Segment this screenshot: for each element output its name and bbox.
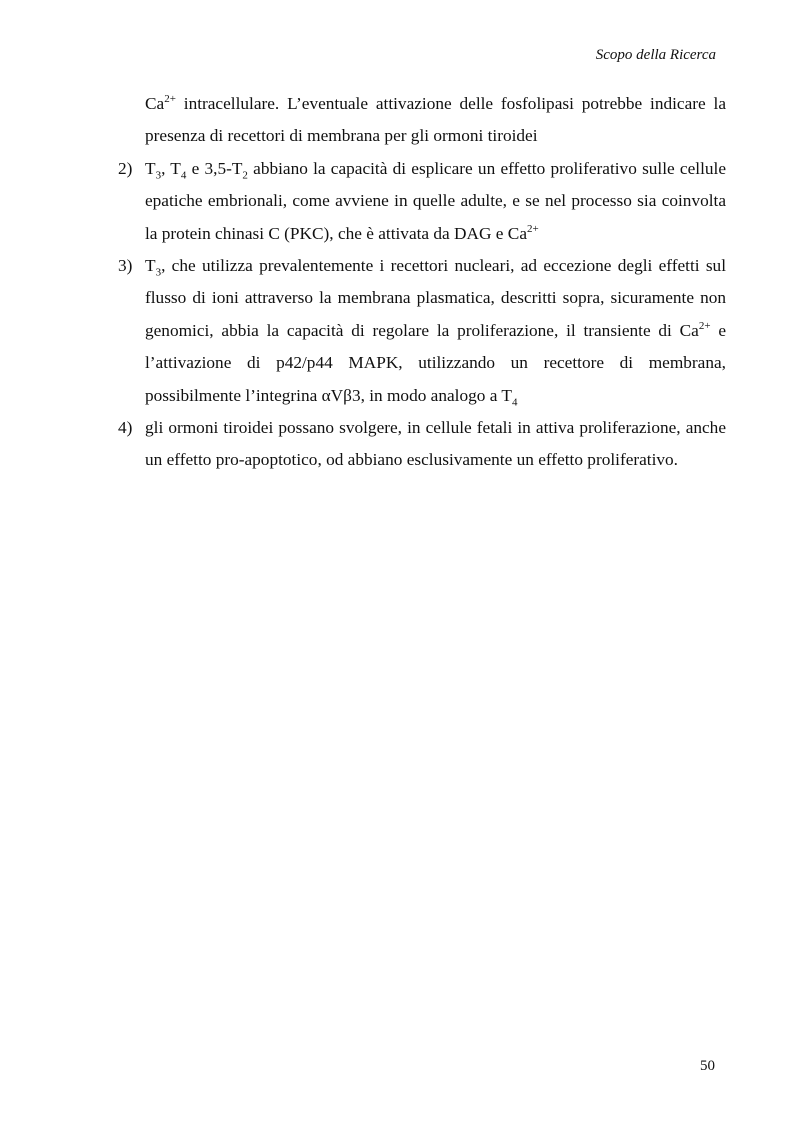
subscript: 4 xyxy=(180,169,187,182)
text-span: e l’attivazione di p42/p44 MAPK, utilizzando un recettore di membrana, possibilmente l’integrina αVβ3, in modo analogo a T xyxy=(145,320,726,405)
list-item xyxy=(118,412,726,477)
superscript: 2+ xyxy=(164,93,176,106)
subscript: 3 xyxy=(155,169,162,182)
superscript: 2+ xyxy=(527,222,539,235)
text-span: T xyxy=(145,158,156,178)
subscript: 4 xyxy=(511,396,518,409)
text-span: gli ormoni tiroidei possano svolgere, in cellule fetali in attiva proliferazione, anche un effetto pro-apoptotico, od abbiano esclusivamente un effetto proliferativo. xyxy=(145,418,726,470)
text-span: abbiano la capacità di esplicare un effetto proliferativo sulle cellule epatiche embrionali, come avviene in quelle adulte, e se nel processo sia coinvolta la protein chinasi C (PKC), che è attivata da DAG e Ca xyxy=(145,158,726,243)
list-item xyxy=(118,250,726,412)
subscript: 3 xyxy=(155,266,162,279)
text-span: , T xyxy=(161,158,181,178)
text-span: intracellulare. L’eventuale attivazione delle fosfolipasi potrebbe indicare la presenza di recettori di membrana per gli ormoni tiroidei xyxy=(145,94,726,146)
subscript: 2 xyxy=(242,169,248,182)
superscript: 2+ xyxy=(698,320,711,333)
continuation-paragraph xyxy=(118,88,726,153)
text-span: e 3,5-T xyxy=(186,158,243,178)
text-span: Ca xyxy=(145,94,165,113)
list-number: 4) xyxy=(118,418,133,438)
text-span: T xyxy=(145,256,156,276)
list-number: 3) xyxy=(118,256,133,276)
list-item xyxy=(118,153,726,250)
list-number: 2) xyxy=(118,158,133,178)
page-number: 50 xyxy=(700,1058,715,1074)
body-text xyxy=(118,88,726,477)
text-span: , che utilizza prevalentemente i recettori nucleari, ad eccezione degli effetti sul flusso di ioni attraverso la membrana plasmatica, descritti sopra, sicuramente non genomici, abbia la capacità di regolare la proliferazione, il transiente di Ca xyxy=(145,256,726,340)
running-header: Scopo della Ricerca xyxy=(595,47,716,63)
